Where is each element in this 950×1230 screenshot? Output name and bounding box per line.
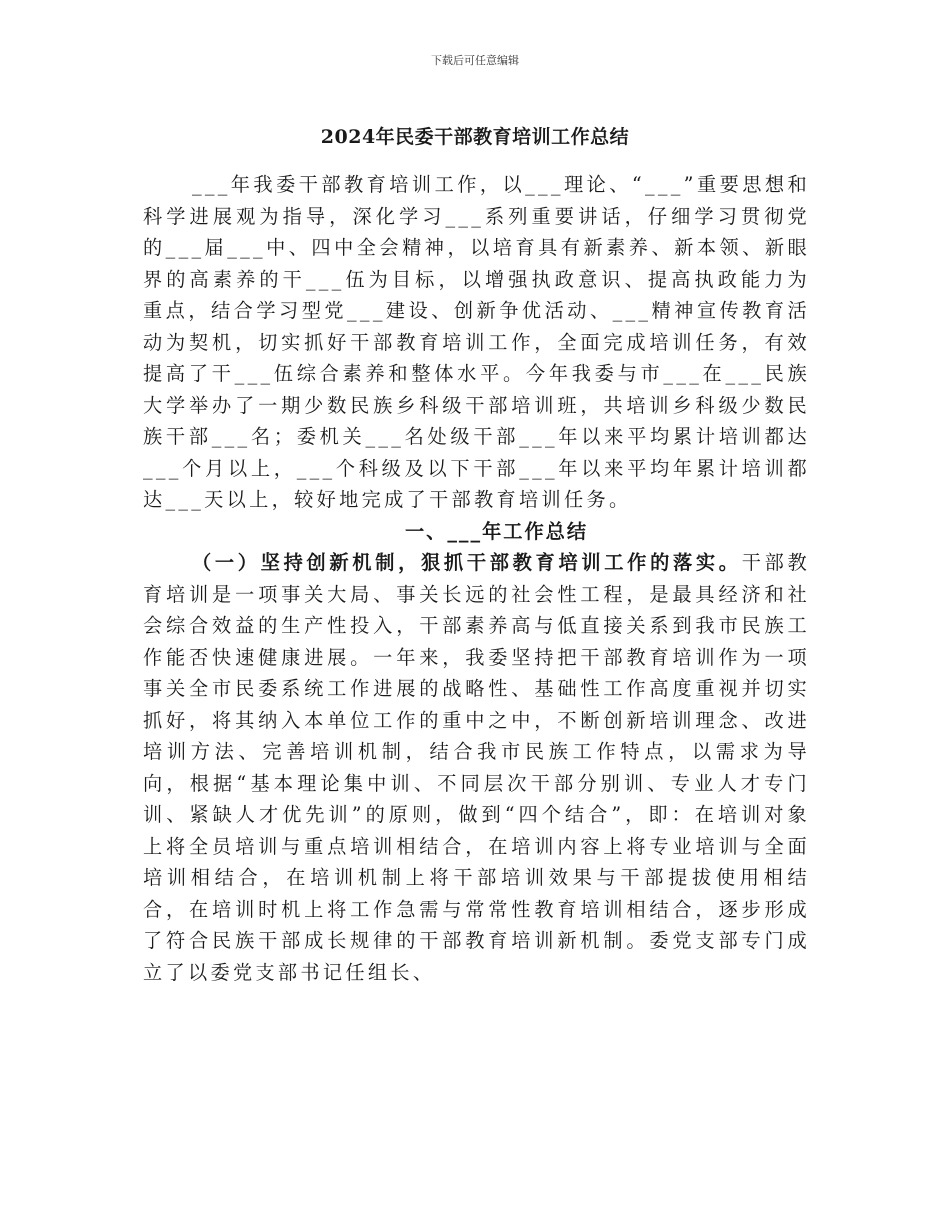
section-item-lead: （一）坚持创新机制，狠抓干部教育培训工作的落实。: [191, 551, 742, 574]
section-heading: 一、___年工作总结: [404, 519, 589, 543]
section-item-paragraph: [143, 547, 810, 988]
page-header-note: 下载后可任意编辑: [431, 54, 519, 67]
document-title: 2024年民委干部教育培训工作总结: [320, 126, 630, 148]
intro-paragraph: ___年我委干部教育培训工作，以___理论、“___”重要思想和科学进展观为指导，深化学习___系列重要讲话，仔细学习贯彻党的___届___中、四中全会精神，以培育具有新素养、新本领、新眼界的高素养的干___伍为目标，以增强执政意识、提高执政能力为重点，结合学习型党___建设、创新争优活动、___精神宣传教育活动为契机，切实抓好干部教育培训工作，全面完成培训任务，有效提高了干___伍综合素养和整体水平。今年我委与市___在___民族大学举办了一期少数民族乡科级干部培训班，共培训乡科级少数民族干部___名；委机关___名处级干部___年以来平均累计培训都达___个月以上，___个科级及以下干部___年以来平均年累计培训都达___天以上，较好地完成了干部教育培训任务。: [143, 173, 810, 511]
section-item-body: 干部教育培训是一项事关大局、事关长远的社会性工程，是最具经济和社会综合效益的生产性投入，干部素养高与低直接关系到我市民族工作能否快速健康进展。一年来，我委坚持把干部教育培训作为一项事关全市民委系统工作进展的战略性、基础性工作高度重视并切实抓好，将其纳入本单位工作的重中之中，不断创新培训理念、改进培训方法、完善培训机制，结合我市民族工作特点，以需求为导向，根据“基本理论集中训、不同层次干部分别训、专业人才专门训、紧缺人才优先训”的原则，做到“四个结合”，即：在培训对象上将全员培训与重点培训相结合，在培训内容上将专业培训与全面培训相结合，在培训机制上将干部培训效果与干部提拔使用相结合，在培训时机上将工作急需与常常性教育培训相结合，逐步形成了符合民族干部成长规律的干部教育培训新机制。委党支部专门成立了以委党支部书记任组长、: [143, 551, 811, 984]
document-body: [143, 169, 810, 988]
